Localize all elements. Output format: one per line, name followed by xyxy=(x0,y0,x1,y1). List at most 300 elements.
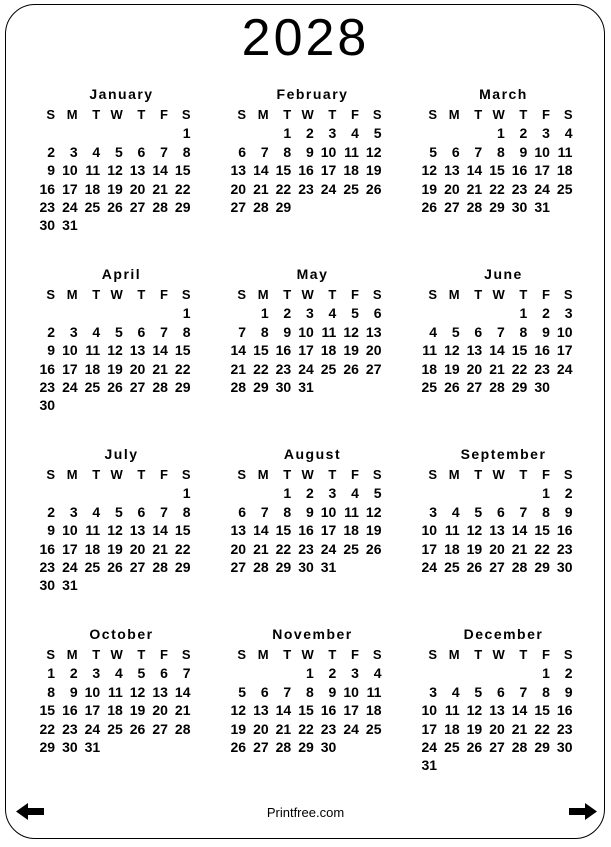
empty-day-cell xyxy=(463,484,486,502)
weekday-header: W xyxy=(110,287,123,302)
day-cell: 18 xyxy=(107,702,123,719)
day-cell: 12 xyxy=(365,503,382,520)
day-cell: 1 xyxy=(182,305,191,322)
day-cell: 19 xyxy=(230,720,247,737)
day-cell: 10 xyxy=(62,342,78,359)
empty-day-cell xyxy=(272,664,295,682)
day-cell: 15 xyxy=(174,162,191,179)
day-cell: 23 xyxy=(62,720,78,737)
empty-day-cell xyxy=(463,664,486,682)
weekday-header: F xyxy=(541,107,550,122)
day-cell: 24 xyxy=(556,360,573,377)
month-day-grid xyxy=(227,466,385,576)
day-cell: 26 xyxy=(230,738,247,755)
day-cell: 6 xyxy=(160,665,168,682)
day-cell: 25 xyxy=(84,198,101,215)
day-cell: 14 xyxy=(511,522,528,539)
day-cell: 7 xyxy=(474,143,483,160)
day-cell: 19 xyxy=(107,540,123,557)
empty-day-cell xyxy=(103,738,126,756)
day-cell: 13 xyxy=(365,323,382,340)
month-title: January xyxy=(89,86,154,102)
month-title: March xyxy=(479,86,528,102)
day-cell: 15 xyxy=(174,522,191,539)
day-cell: 14 xyxy=(152,342,168,359)
day-cell: 4 xyxy=(351,125,359,142)
month-day-grid xyxy=(418,466,576,576)
weekday-header: S xyxy=(237,287,247,302)
day-cell: 7 xyxy=(160,503,168,520)
day-cell: 23 xyxy=(320,720,337,737)
day-cell: 7 xyxy=(519,503,528,520)
day-cell: 1 xyxy=(47,665,56,682)
day-cell: 6 xyxy=(137,143,146,160)
day-cell: 15 xyxy=(534,702,550,719)
day-cell: 11 xyxy=(344,503,359,520)
day-cell: 8 xyxy=(182,503,191,520)
day-cell: 14 xyxy=(152,522,168,539)
day-cell: 27 xyxy=(230,558,247,575)
weekday-header: F xyxy=(159,467,168,482)
day-cell: 2 xyxy=(542,305,550,322)
day-cell: 10 xyxy=(421,522,438,539)
month-day-grid xyxy=(36,106,194,235)
empty-day-cell xyxy=(485,304,508,322)
day-cell: 6 xyxy=(238,503,247,520)
day-cell: 1 xyxy=(542,485,550,502)
weekday-header: T xyxy=(474,107,483,122)
day-cell: 4 xyxy=(92,143,101,160)
day-cell: 6 xyxy=(496,683,505,700)
page-footer xyxy=(0,803,611,823)
weekday-header: M xyxy=(448,467,460,482)
day-cell: 29 xyxy=(275,558,292,575)
day-cell: 3 xyxy=(542,125,550,142)
day-cell: 31 xyxy=(62,577,78,594)
month-day-grid xyxy=(227,646,385,756)
day-cell: 30 xyxy=(62,738,78,755)
day-cell: 21 xyxy=(511,720,528,737)
day-cell: 18 xyxy=(556,162,573,179)
day-cell: 9 xyxy=(328,683,337,700)
day-cell: 1 xyxy=(519,305,528,322)
day-cell: 28 xyxy=(275,738,292,755)
day-cell: 25 xyxy=(444,558,460,575)
day-cell: 17 xyxy=(534,162,550,179)
day-cell: 16 xyxy=(534,342,550,359)
day-cell: 3 xyxy=(69,143,78,160)
day-cell: 19 xyxy=(129,702,146,719)
day-cell: 17 xyxy=(62,540,78,557)
day-cell: 2 xyxy=(47,323,56,340)
day-cell: 25 xyxy=(84,558,101,575)
day-cell: 30 xyxy=(39,217,56,234)
day-cell: 19 xyxy=(365,162,382,179)
empty-day-cell xyxy=(58,304,81,322)
weekday-header: S xyxy=(428,647,438,662)
empty-day-cell xyxy=(362,378,385,396)
weekday-header: F xyxy=(350,647,359,662)
empty-day-cell xyxy=(171,576,194,594)
weekday-header: W xyxy=(110,107,123,122)
day-cell: 28 xyxy=(253,198,269,215)
day-cell: 21 xyxy=(466,180,483,197)
empty-day-cell xyxy=(58,396,81,414)
day-cell: 14 xyxy=(275,702,292,719)
day-cell: 15 xyxy=(253,342,269,359)
day-cell: 3 xyxy=(69,503,78,520)
day-cell: 27 xyxy=(129,198,146,215)
weekday-header: S xyxy=(237,467,247,482)
day-cell: 22 xyxy=(511,360,528,377)
day-cell: 17 xyxy=(421,720,438,737)
day-cell: 19 xyxy=(343,342,359,359)
weekday-header: S xyxy=(181,647,191,662)
day-cell: 30 xyxy=(556,738,573,755)
month-day-grid xyxy=(418,106,576,216)
day-cell: 30 xyxy=(39,397,56,414)
month-october xyxy=(36,626,194,806)
day-cell: 5 xyxy=(114,143,123,160)
day-cell: 19 xyxy=(365,522,382,539)
day-cell: 13 xyxy=(230,522,247,539)
day-cell: 4 xyxy=(114,665,123,682)
weekday-header: T xyxy=(137,287,146,302)
day-cell: 16 xyxy=(62,702,78,719)
day-cell: 11 xyxy=(444,522,460,539)
weekday-header: S xyxy=(46,107,56,122)
weekday-header: W xyxy=(492,107,505,122)
day-cell: 22 xyxy=(253,360,269,377)
day-cell: 23 xyxy=(275,360,292,377)
day-cell: 23 xyxy=(556,720,573,737)
day-cell: 9 xyxy=(305,143,314,160)
empty-day-cell xyxy=(81,124,104,142)
day-cell: 24 xyxy=(62,198,78,215)
day-cell: 25 xyxy=(556,180,573,197)
weekday-header: F xyxy=(350,107,359,122)
weekday-header: M xyxy=(66,647,78,662)
empty-day-cell xyxy=(103,304,126,322)
weekday-header: T xyxy=(519,467,528,482)
empty-day-cell xyxy=(418,124,441,142)
day-cell: 6 xyxy=(451,143,460,160)
weekday-header: M xyxy=(66,467,78,482)
day-cell: 18 xyxy=(365,702,382,719)
day-cell: 12 xyxy=(230,702,247,719)
day-cell: 17 xyxy=(320,162,337,179)
weekday-header: T xyxy=(328,107,337,122)
day-cell: 10 xyxy=(343,683,359,700)
day-cell: 1 xyxy=(182,125,191,142)
day-cell: 31 xyxy=(84,738,101,755)
weekday-header: S xyxy=(428,287,438,302)
empty-day-cell xyxy=(339,198,362,216)
day-cell: 9 xyxy=(305,503,314,520)
weekday-header: F xyxy=(541,287,550,302)
day-cell: 25 xyxy=(320,360,337,377)
day-cell: 16 xyxy=(556,522,573,539)
day-cell: 17 xyxy=(62,360,78,377)
day-cell: 8 xyxy=(182,143,191,160)
day-cell: 10 xyxy=(534,143,550,160)
day-cell: 26 xyxy=(365,540,382,557)
empty-day-cell xyxy=(440,484,463,502)
weekday-header: M xyxy=(257,287,269,302)
day-cell: 7 xyxy=(496,323,505,340)
weekday-header: S xyxy=(237,107,247,122)
empty-day-cell xyxy=(249,664,272,682)
weekday-header: W xyxy=(492,467,505,482)
empty-day-cell xyxy=(463,304,486,322)
day-cell: 8 xyxy=(260,323,269,340)
month-title: November xyxy=(272,626,353,642)
empty-day-cell xyxy=(553,378,576,396)
day-cell: 13 xyxy=(152,683,168,700)
day-cell: 6 xyxy=(137,503,146,520)
weekday-header: W xyxy=(301,647,314,662)
day-cell: 17 xyxy=(343,702,359,719)
month-december xyxy=(418,626,576,806)
day-cell: 7 xyxy=(260,143,269,160)
day-cell: 18 xyxy=(84,360,101,377)
day-cell: 13 xyxy=(230,162,247,179)
day-cell: 11 xyxy=(321,323,337,340)
day-cell: 2 xyxy=(47,143,56,160)
day-cell: 27 xyxy=(489,738,505,755)
day-cell: 23 xyxy=(511,180,528,197)
day-cell: 30 xyxy=(298,558,314,575)
weekday-header: T xyxy=(92,287,101,302)
day-cell: 6 xyxy=(373,305,382,322)
day-cell: 27 xyxy=(253,738,269,755)
day-cell: 9 xyxy=(564,683,573,700)
day-cell: 26 xyxy=(107,198,123,215)
month-june xyxy=(418,266,576,446)
empty-day-cell xyxy=(36,124,59,142)
day-cell: 29 xyxy=(174,558,191,575)
weekday-header: W xyxy=(301,287,314,302)
month-september xyxy=(418,446,576,626)
day-cell: 22 xyxy=(275,180,292,197)
day-cell: 30 xyxy=(320,738,337,755)
day-cell: 12 xyxy=(466,702,483,719)
day-cell: 9 xyxy=(47,342,56,359)
day-cell: 21 xyxy=(253,540,269,557)
day-cell: 20 xyxy=(152,702,168,719)
empty-day-cell xyxy=(81,304,104,322)
day-cell: 26 xyxy=(107,378,123,395)
month-title: September xyxy=(460,446,547,462)
weekday-header: T xyxy=(137,107,146,122)
day-cell: 23 xyxy=(298,180,314,197)
day-cell: 20 xyxy=(489,720,505,737)
day-cell: 15 xyxy=(174,342,191,359)
empty-day-cell xyxy=(508,484,531,502)
weekday-header: M xyxy=(257,647,269,662)
day-cell: 1 xyxy=(542,665,550,682)
month-may xyxy=(227,266,385,446)
day-cell: 4 xyxy=(351,485,359,502)
empty-day-cell xyxy=(126,576,149,594)
day-cell: 20 xyxy=(489,540,505,557)
day-cell: 13 xyxy=(129,522,146,539)
day-cell: 4 xyxy=(451,503,460,520)
day-cell: 5 xyxy=(429,143,438,160)
day-cell: 26 xyxy=(129,720,146,737)
empty-day-cell xyxy=(485,664,508,682)
day-cell: 15 xyxy=(39,702,56,719)
day-cell: 12 xyxy=(466,522,483,539)
month-title: December xyxy=(463,626,544,642)
empty-day-cell xyxy=(249,484,272,502)
day-cell: 10 xyxy=(556,323,573,340)
weekday-header: T xyxy=(283,467,292,482)
weekday-header: S xyxy=(563,287,573,302)
day-cell: 14 xyxy=(511,702,528,719)
empty-day-cell xyxy=(463,124,486,142)
day-cell: 2 xyxy=(47,503,56,520)
day-cell: 2 xyxy=(69,665,78,682)
day-cell: 9 xyxy=(283,323,292,340)
day-cell: 6 xyxy=(474,323,483,340)
day-cell: 9 xyxy=(519,143,528,160)
day-cell: 5 xyxy=(114,503,123,520)
day-cell: 21 xyxy=(253,180,269,197)
day-cell: 29 xyxy=(511,378,528,395)
month-day-grid xyxy=(36,466,194,595)
empty-day-cell xyxy=(317,378,340,396)
weekday-header: F xyxy=(159,647,168,662)
day-cell: 8 xyxy=(496,143,505,160)
weekday-header: T xyxy=(474,287,483,302)
day-cell: 31 xyxy=(62,217,78,234)
weekday-header: S xyxy=(428,467,438,482)
day-cell: 3 xyxy=(305,305,314,322)
day-cell: 18 xyxy=(84,540,101,557)
weekday-header: T xyxy=(474,467,483,482)
day-cell: 21 xyxy=(230,360,247,377)
day-cell: 29 xyxy=(275,198,292,215)
next-year-arrow-icon[interactable] xyxy=(569,803,597,820)
day-cell: 1 xyxy=(182,485,191,502)
day-cell: 26 xyxy=(444,378,460,395)
day-cell: 13 xyxy=(129,162,146,179)
day-cell: 17 xyxy=(556,342,573,359)
day-cell: 5 xyxy=(114,323,123,340)
day-cell: 14 xyxy=(489,342,505,359)
weekday-header: S xyxy=(181,107,191,122)
empty-day-cell xyxy=(227,124,250,142)
empty-day-cell xyxy=(418,664,441,682)
day-cell: 28 xyxy=(511,558,528,575)
day-cell: 1 xyxy=(283,485,292,502)
weekday-header: S xyxy=(563,467,573,482)
month-day-grid xyxy=(418,646,576,775)
empty-day-cell xyxy=(36,484,59,502)
weekday-header: F xyxy=(541,467,550,482)
empty-day-cell xyxy=(553,198,576,216)
month-day-grid xyxy=(227,286,385,396)
day-cell: 19 xyxy=(107,180,123,197)
day-cell: 24 xyxy=(421,738,438,755)
day-cell: 16 xyxy=(320,702,337,719)
weekday-header: S xyxy=(181,287,191,302)
day-cell: 12 xyxy=(107,162,123,179)
day-cell: 17 xyxy=(84,702,101,719)
day-cell: 22 xyxy=(174,180,191,197)
weekday-header: S xyxy=(46,467,56,482)
empty-day-cell xyxy=(553,756,576,774)
day-cell: 23 xyxy=(39,198,56,215)
day-cell: 8 xyxy=(47,683,56,700)
day-cell: 21 xyxy=(489,360,505,377)
day-cell: 7 xyxy=(160,323,168,340)
weekday-header: S xyxy=(372,107,382,122)
site-name: Printfree.com xyxy=(266,805,345,820)
day-cell: 29 xyxy=(298,738,314,755)
day-cell: 7 xyxy=(283,683,292,700)
month-january xyxy=(36,86,194,266)
day-cell: 2 xyxy=(283,305,292,322)
day-cell: 21 xyxy=(275,720,292,737)
empty-day-cell xyxy=(362,738,385,756)
day-cell: 10 xyxy=(84,683,101,700)
day-cell: 19 xyxy=(466,720,483,737)
day-cell: 29 xyxy=(39,738,56,755)
empty-day-cell xyxy=(508,756,531,774)
day-cell: 8 xyxy=(305,683,314,700)
day-cell: 17 xyxy=(298,342,314,359)
day-cell: 29 xyxy=(253,378,269,395)
day-cell: 12 xyxy=(129,683,146,700)
day-cell: 10 xyxy=(320,143,337,160)
day-cell: 10 xyxy=(298,323,314,340)
empty-day-cell xyxy=(148,738,171,756)
day-cell: 10 xyxy=(62,522,78,539)
empty-day-cell xyxy=(362,558,385,576)
day-cell: 28 xyxy=(489,378,505,395)
empty-day-cell xyxy=(440,756,463,774)
month-title: April xyxy=(101,266,142,282)
empty-day-cell xyxy=(126,216,149,234)
weekday-header: F xyxy=(541,647,550,662)
day-cell: 7 xyxy=(182,665,191,682)
day-cell: 31 xyxy=(320,558,337,575)
day-cell: 21 xyxy=(152,540,168,557)
day-cell: 27 xyxy=(230,198,247,215)
day-cell: 16 xyxy=(39,180,56,197)
day-cell: 26 xyxy=(421,198,438,215)
month-november xyxy=(227,626,385,806)
day-cell: 15 xyxy=(275,162,292,179)
empty-day-cell xyxy=(227,664,250,682)
day-cell: 5 xyxy=(451,323,460,340)
day-cell: 17 xyxy=(320,522,337,539)
day-cell: 16 xyxy=(298,522,314,539)
day-cell: 3 xyxy=(328,125,337,142)
day-cell: 13 xyxy=(466,342,483,359)
day-cell: 7 xyxy=(238,323,247,340)
day-cell: 26 xyxy=(466,738,483,755)
weekday-header: S xyxy=(46,287,56,302)
empty-day-cell xyxy=(126,304,149,322)
month-day-grid xyxy=(36,286,194,415)
day-cell: 11 xyxy=(444,702,460,719)
day-cell: 28 xyxy=(253,558,269,575)
day-cell: 11 xyxy=(366,683,382,700)
weekday-header: W xyxy=(110,647,123,662)
